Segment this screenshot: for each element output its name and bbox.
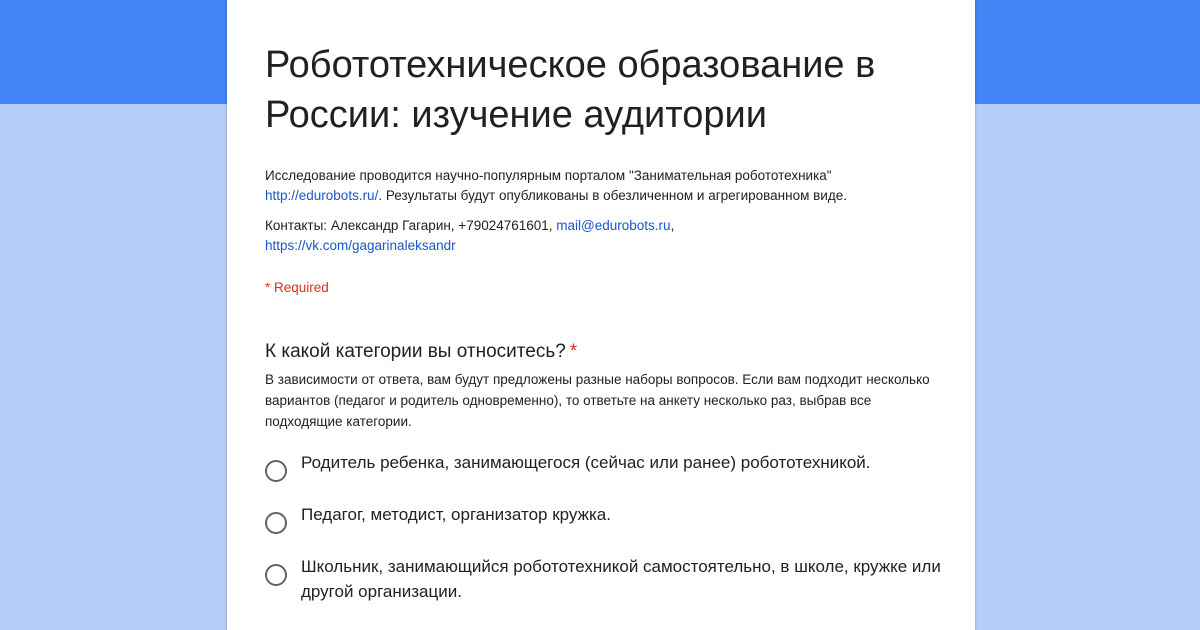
question-title: К какой категории вы относитесь? bbox=[265, 341, 566, 362]
form-title: Робототехническое образование в России: изучение аудитории bbox=[265, 44, 876, 136]
form-content bbox=[265, 40, 945, 624]
question-help-text: В зависимости от ответа, вам будут предложены разные наборы вопросов. Если вам подходит несколько вариантов (педагог и родитель одновременно), то ответьте на анкету несколько раз, выбрав все подходящие категории. bbox=[265, 372, 930, 429]
radio-option-label: Родитель ребенка, занимающегося (сейчас или ранее) робототехникой. bbox=[301, 453, 871, 472]
radio-group bbox=[265, 450, 945, 604]
description-text: Исследование проводится научно-популярным порталом "Занимательная робототехника" bbox=[265, 168, 832, 183]
form-card bbox=[227, 0, 975, 630]
radio-option-label: Педагог, методист, организатор кружка. bbox=[301, 505, 611, 524]
vk-link[interactable]: https://vk.com/gagarinaleksandr bbox=[265, 238, 456, 253]
description-paragraph bbox=[265, 166, 945, 206]
radio-option-label: Школьник, занимающийся робототехникой самостоятельно, в школе, кружке или другой организации. bbox=[301, 557, 941, 601]
portal-link[interactable]: http://edurobots.ru/ bbox=[265, 188, 379, 203]
form-description bbox=[265, 166, 945, 256]
description-text-end: . Результаты будут опубликованы в обезличенном и агрегированном виде. bbox=[378, 188, 847, 203]
radio-option[interactable] bbox=[265, 450, 945, 482]
radio-option[interactable] bbox=[265, 502, 945, 534]
radio-button[interactable] bbox=[265, 460, 287, 482]
radio-button[interactable] bbox=[265, 564, 287, 586]
required-asterisk: * bbox=[569, 341, 578, 362]
required-note: * Required bbox=[265, 280, 329, 295]
email-link[interactable]: mail@edurobots.ru bbox=[556, 218, 671, 233]
question-block bbox=[265, 339, 945, 604]
question-title-row bbox=[265, 339, 945, 365]
contacts-paragraph bbox=[265, 216, 945, 256]
radio-option[interactable] bbox=[265, 554, 945, 604]
contacts-separator: , bbox=[670, 218, 675, 233]
contacts-text: Контакты: Александр Гагарин, +79024761601, bbox=[265, 218, 557, 233]
radio-button[interactable] bbox=[265, 512, 287, 534]
